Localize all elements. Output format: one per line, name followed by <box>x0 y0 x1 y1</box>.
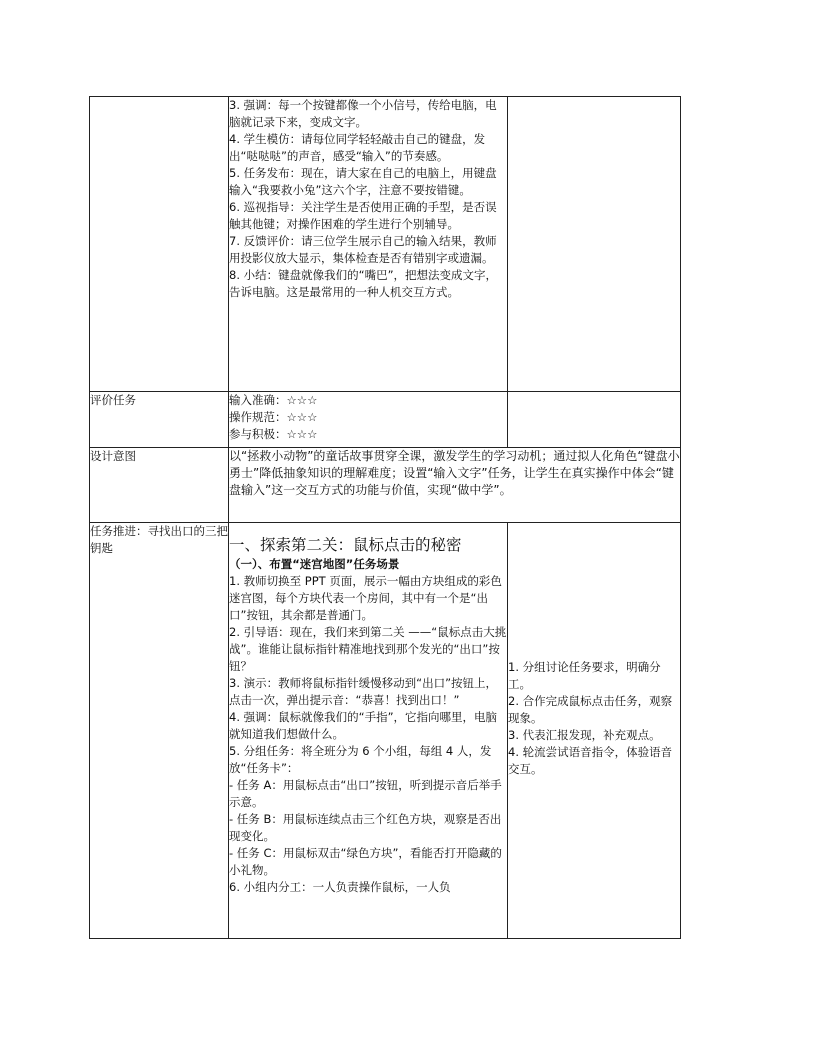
rating-operation: 操作规范：☆☆☆ <box>229 410 318 424</box>
student-activity-list <box>508 659 680 778</box>
list-item: 7. 反馈评价：请三位学生展示自己的输入结果，教师用投影仪放大显示，集体检查是否有错别字或遗漏。 <box>229 234 497 265</box>
evaluation-ratings-cell <box>229 392 508 448</box>
list-item: 4. 强调：鼠标就像我们的“手指”，它指向哪里，电脑就知道我们想做什么。 <box>229 710 498 741</box>
section-heading: 一、探索第二关：鼠标点击的秘密 <box>229 536 462 554</box>
activity-continued-cell <box>229 97 508 392</box>
list-item: 4. 轮流尝试语音指令，体验语音交互。 <box>508 745 673 776</box>
list-item: 3. 强调：每一个按键都像一个小信号，传给电脑，电脑就记录下来，变成文字。 <box>229 98 497 129</box>
activity-continued-label-cell <box>90 97 229 392</box>
rating-accuracy: 输入准确：☆☆☆ <box>229 393 318 407</box>
list-item: 1. 分组讨论任务要求，明确分工。 <box>508 660 661 691</box>
list-item: 2. 引导语：现在，我们来到第二关 ——“鼠标点击大挑战”。谁能让鼠标指针精准地找到那个发光的“出口”按钮？ <box>229 625 507 673</box>
task-content-cell <box>229 523 508 939</box>
design-intent-label: 设计意图 <box>90 448 229 523</box>
list-item: 1. 教师切换至 PPT 页面，展示一幅由方块组成的彩色迷宫图，每个方块代表一个房间，其中有一个是“出口”按钮，其余都是普通门。 <box>229 574 502 622</box>
list-item: - 任务 C：用鼠标双击“绿色方块”，看能否打开隐藏的小礼物。 <box>229 846 502 877</box>
list-item: 6. 小组内分工：一人负责操作鼠标，一人负 <box>229 880 451 894</box>
list-item: 5. 分组任务：将全班分为 6 个小组，每组 4 人，发放“任务卡”： <box>229 744 492 775</box>
rating-participation: 参与积极：☆☆☆ <box>229 427 318 441</box>
list-item: 4. 学生模仿：请每位同学轻轻敲击自己的键盘，发出“哒哒哒”的声音，感受“输入”的节奏感。 <box>229 132 486 163</box>
list-item: 5. 任务发布：现在，请大家在自己的电脑上，用键盘输入“我要救小兔”这六个字，注意不要按错键。 <box>229 166 497 197</box>
list-item: - 任务 B：用鼠标连续点击三个红色方块，观察是否出现变化。 <box>229 812 502 843</box>
evaluation-row <box>90 392 681 448</box>
design-intent-row <box>90 448 681 523</box>
list-item: 3. 演示：教师将鼠标指针缓慢移动到“出口”按钮上，点击一次，弹出提示音：“恭喜！找到出口！” <box>229 676 498 707</box>
activity-continued-row <box>90 97 681 392</box>
activity-continued-student-cell <box>508 97 681 392</box>
list-item: - 任务 A：用鼠标点击“出口”按钮，听到提示音后举手示意。 <box>229 778 502 809</box>
task-row <box>90 523 681 939</box>
task-label: 任务推进：寻找出口的三把钥匙 <box>90 523 229 939</box>
design-intent-paragraph: 以“拯救小动物”的童话故事贯穿全课，激发学生的学习动机；通过拟人化角色“键盘小勇士”降低抽象知识的理解难度；设置“输入文字”任务，让学生在真实操作中体会“键盘输入”这一交互方式的功能与价值，实现“做中学”。 <box>229 449 680 497</box>
section-subheading: （一）、布置“迷宫地图”任务场景 <box>229 557 400 571</box>
student-activity-cell <box>508 523 681 939</box>
list-item: 8. 小结：键盘就像我们的“嘴巴”，把想法变成文字，告诉电脑。这是最常用的一种人机交互方式。 <box>229 268 498 299</box>
list-item: 3. 代表汇报发现，补充观点。 <box>508 728 661 742</box>
evaluation-empty-cell <box>508 392 681 448</box>
evaluation-label: 评价任务 <box>90 392 229 448</box>
design-intent-text <box>229 448 681 523</box>
lesson-plan-table <box>89 96 681 939</box>
list-item: 6. 巡视指导：关注学生是否使用正确的手型，是否误触其他键；对操作困难的学生进行个别辅导。 <box>229 200 497 231</box>
list-item: 2. 合作完成鼠标点击任务，观察现象。 <box>508 694 673 725</box>
